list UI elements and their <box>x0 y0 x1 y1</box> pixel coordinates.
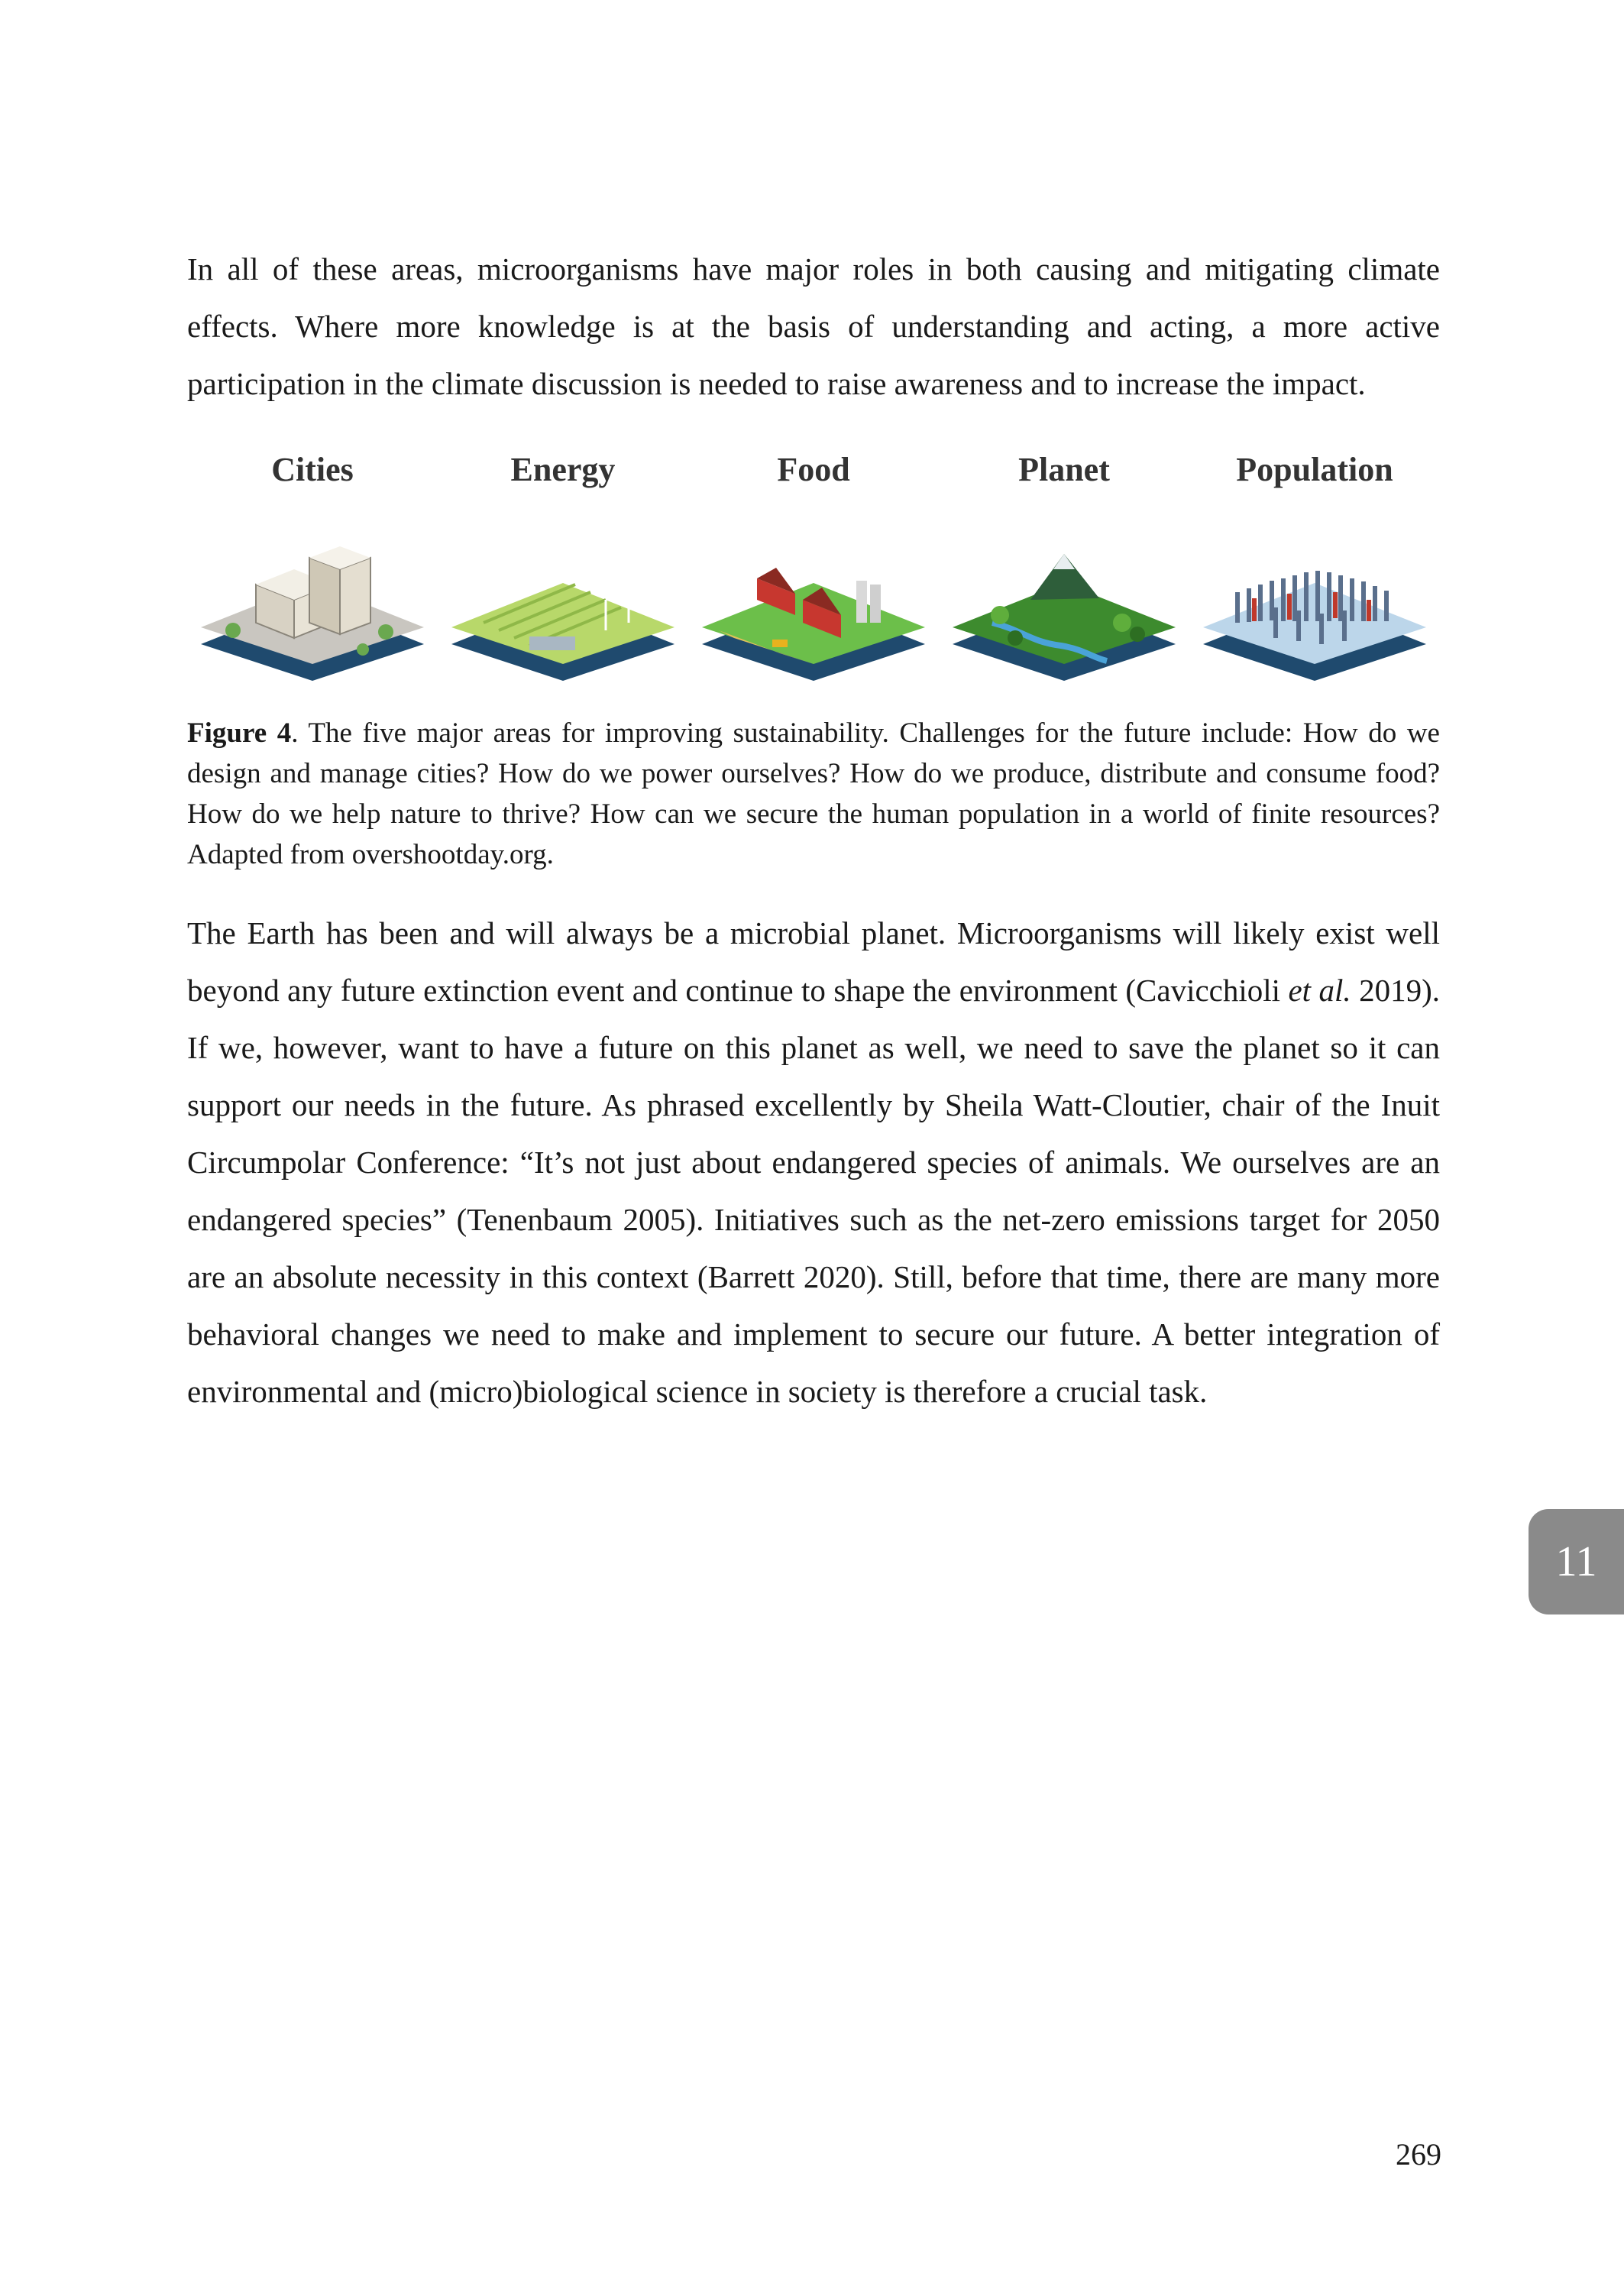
chapter-tab: 11 <box>1529 1509 1624 1614</box>
figure-caption-text: . The five major areas for improving sustainability. Challenges for the future include: How do we design and manage cities? How do we power ourselves? How do we produce, distribute and consume food? How do we help nature to thrive? How can we secure the human population in a world of finite resources? Adapted from overshootday.org. <box>187 717 1440 870</box>
figure-label-energy: Energy <box>510 451 616 488</box>
figure-4 <box>187 447 1440 691</box>
nature-landscape-illustration <box>939 508 1189 684</box>
figure-label-food: Food <box>777 451 850 488</box>
body-paragraph <box>187 905 1440 1420</box>
intro-paragraph: In all of these areas, microorganisms have major roles in both causing and mitigating climate effects. Where more knowledge is at the basis of understanding and acting, a more active participation in the climate discussion is needed to raise awareness and to increase the impact. <box>187 251 1440 401</box>
body-paragraph-text-2: 2019). If we, however, want to have a future on this planet as well, we need to save the planet so it can support our needs in the future. As phrased excellently by Sheila Watt-Cloutier, chair of the Inuit Circumpolar Conference: “It’s not just about endangered species of animals. We ourselves are an endangered species” (Tenenbaum 2005). Initiatives such as the net-zero emissions target for 2050 are an absolute necessity in this context (Barrett 2020). Still, before that time, there are many more behavioral changes we need to make and implement to secure our future. A better integration of environmental and (micro)biological science in society is therefore a crucial task. <box>187 973 1441 1409</box>
figure-caption-label: Figure 4 <box>187 717 292 749</box>
page-number: 269 <box>1396 2137 1441 2172</box>
farm-illustration <box>688 508 939 684</box>
figure-caption <box>187 713 1440 875</box>
body-paragraph-text-1: The Earth has been and will always be a microbial planet. Microorganisms will likely exist well beyond any future extinction event and continue to shape the environment (Cavicchioli <box>187 915 1440 1008</box>
energy-field-illustration <box>438 508 688 684</box>
figure-label-population: Population <box>1236 451 1393 488</box>
body-paragraph-italic: et al. <box>1288 973 1351 1008</box>
figure-label-cities: Cities <box>271 451 354 488</box>
crowd-illustration <box>1189 508 1440 684</box>
city-illustration <box>187 508 438 684</box>
figure-label-planet: Planet <box>1018 451 1110 488</box>
